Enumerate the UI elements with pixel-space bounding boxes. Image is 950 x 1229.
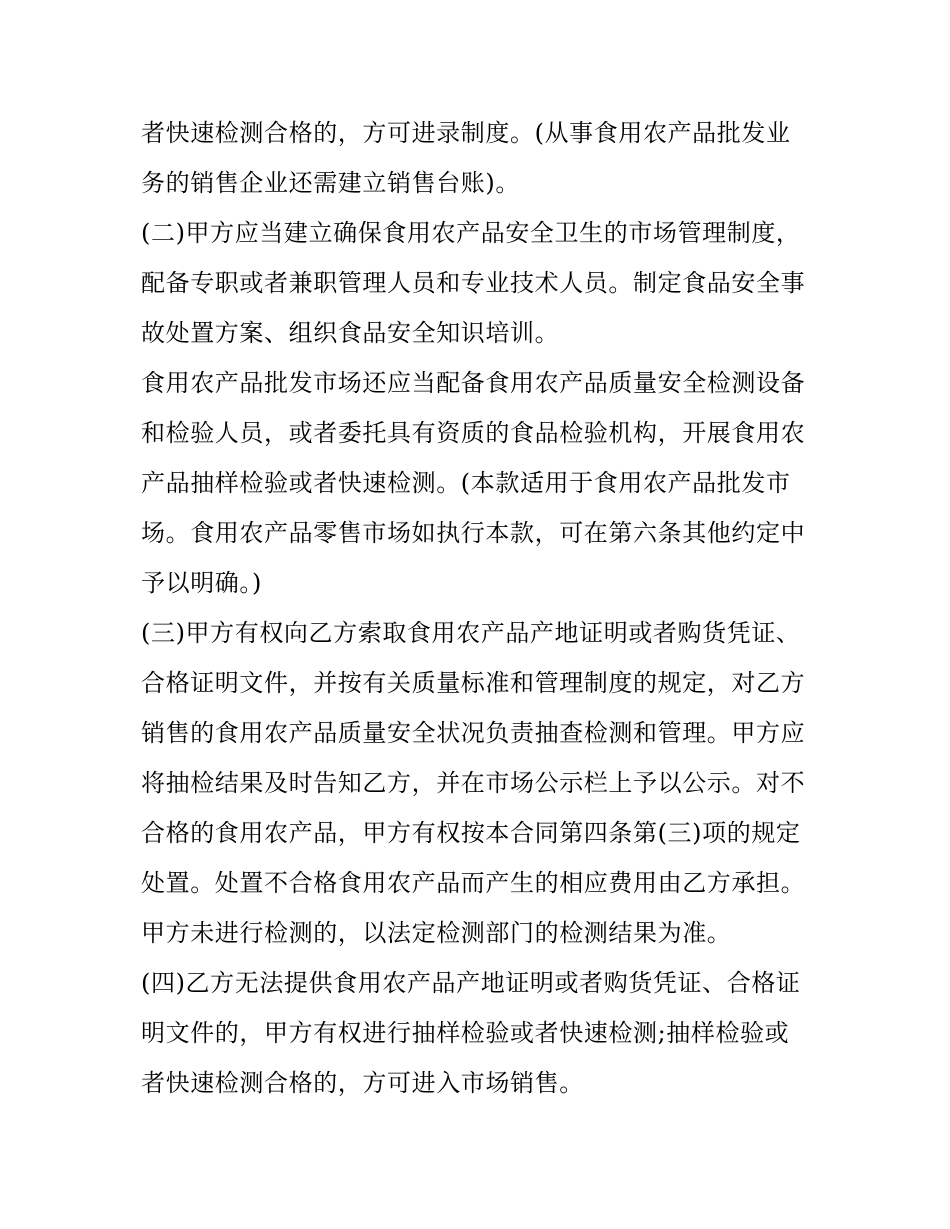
text-line: 合格证明文件，并按有关质量标准和管理制度的规定，对乙方 [141, 669, 806, 697]
text-line: 明文件的，甲方有权进行抽样检验或者快速检测;抽样检验或 [141, 1019, 790, 1047]
text-line: 配备专职或者兼职管理人员和专业技术人员。制定食品安全事 [141, 269, 806, 297]
text-line: 务的销售企业还需建立销售台账)。 [141, 169, 520, 197]
text-line: 将抽检结果及时告知乙方，并在市场公示栏上予以公示。对不 [141, 769, 806, 797]
document-body [141, 108, 821, 1108]
text-line: 产品抽样检验或者快速检测。(本款适用于食用农产品批发市 [141, 469, 791, 497]
text-line: 和检验人员，或者委托具有资质的食品检验机构，开展食用农 [141, 419, 806, 447]
text-line: (二)甲方应当建立确保食用农产品安全卫生的市场管理制度， [141, 219, 801, 247]
text-line: 食用农产品批发市场还应当配备食用农产品质量安全检测设备 [141, 369, 806, 397]
text-line: 销售的食用农产品质量安全状况负责抽查检测和管理。甲方应 [141, 719, 806, 747]
text-line: (四)乙方无法提供食用农产品产地证明或者购货凭证、合格证 [141, 969, 801, 997]
text-line: 合格的食用农产品，甲方有权按本合同第四条第(三)项的规定 [141, 819, 801, 847]
text-line: 甲方未进行检测的，以法定检测部门的检测结果为准。 [141, 919, 732, 947]
text-line: 予以明确。) [141, 569, 262, 597]
text-line: 场。食用农产品零售市场如执行本款，可在第六条其他约定中 [141, 519, 806, 547]
text-line: 者快速检测合格的，方可进入市场销售。 [141, 1069, 584, 1097]
text-line: 者快速检测合格的，方可进录制度。(从事食用农产品批发业 [141, 119, 791, 147]
text-line: 故处置方案、组织食品安全知识培训。 [141, 319, 560, 347]
text-line: (三)甲方有权向乙方索取食用农产品产地证明或者购货凭证、 [141, 619, 801, 647]
text-line: 处置。处置不合格食用农产品而产生的相应费用由乙方承担。 [141, 869, 806, 897]
